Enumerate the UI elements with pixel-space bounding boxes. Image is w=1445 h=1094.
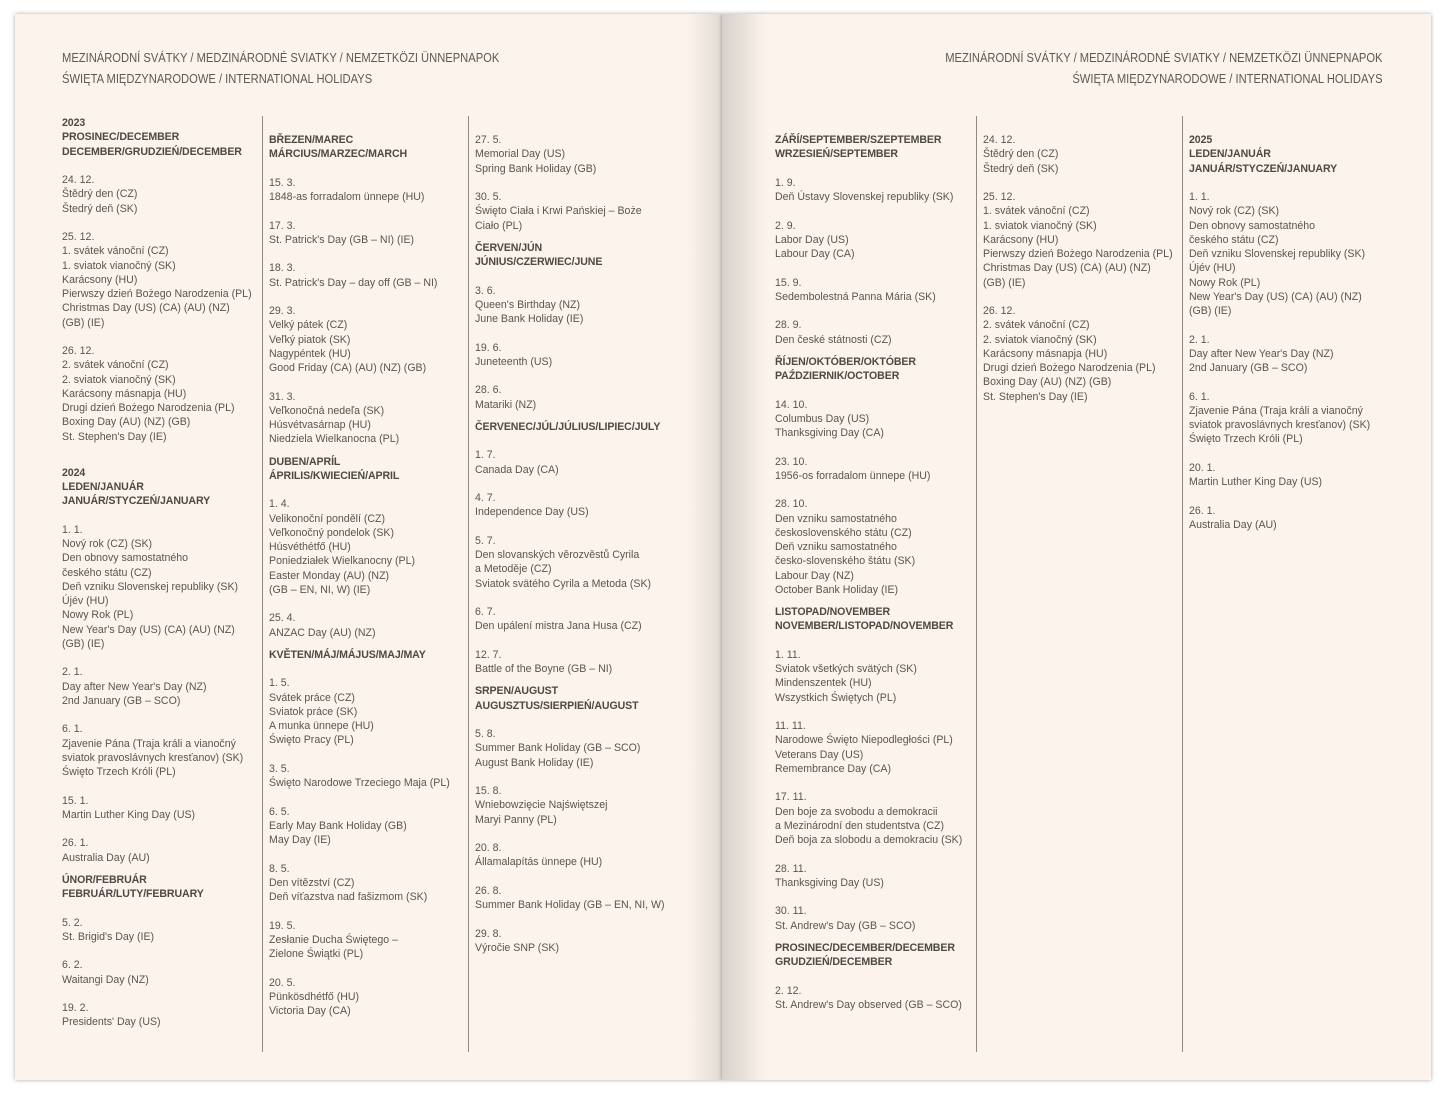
- holiday-entry: 29. 3. Velký pátek (CZ) Veľký piatok (SK) Nagypéntek (HU) Good Friday (CA) (AU) (NZ) (GB): [269, 305, 427, 374]
- holiday-entry: 25. 12. 1. svátek vánoční (CZ) 1. sviatok vianočný (SK) Karácsony (HU) Pierwszy dzień Bożego Narodzenia (PL) Christmas Day (US) (CA) (AU) (NZ) (GB) (IE): [62, 231, 252, 329]
- left-column-3: [468, 116, 681, 1052]
- right-page: [722, 14, 1431, 1080]
- page-header: [946, 47, 1383, 89]
- holiday-entry: 28. 11. Thanksgiving Day (US): [775, 862, 884, 889]
- holiday-entry: 1. 5. Svátek práce (CZ) Sviatok práce (SK) A munka ünnepe (HU) Święto Pracy (PL): [269, 677, 374, 747]
- left-column-1: [62, 116, 255, 1052]
- left-page: [15, 14, 722, 1080]
- holiday-entry: 24. 12. Štědrý den (CZ) Štedrý deň (SK): [62, 174, 138, 215]
- holiday-entry: 28. 10. Den vzniku samostatného československého státu (CZ) Deň vzniku samostatného česko-slovenského štátu (SK) Labour Day (NZ) October Bank Holiday (IE): [775, 498, 916, 596]
- header-line-2: ŚWIĘTA MIĘDZYNARODOWE / INTERNATIONAL HOLIDAYS: [1072, 71, 1383, 86]
- section-heading-december: PROSINEC/DECEMBER/DECEMBER GRUDZIEŃ/DECEMBER: [775, 941, 955, 968]
- holiday-entry: 30. 5. Święto Ciała i Krwi Pańskiej – Boże Ciało (PL): [475, 191, 642, 232]
- section-heading-2024-january: 2024 LEDEN/JANUÁR JANUÁR/STYCZEŃ/JANUARY: [62, 466, 211, 508]
- holiday-entry: 26. 1. Australia Day (AU): [62, 837, 150, 864]
- left-column-2: [262, 116, 468, 1052]
- right-column-1: [775, 116, 971, 1052]
- page-header: [62, 47, 499, 89]
- holiday-entry: 1. 1. Nový rok (CZ) (SK) Den obnovy samostatného českého státu (CZ) Deň vzniku Slovenskej republiky (SK) Újév (HU) Nowy Rok (PL) New Year's Day (US) (CA) (AU) (NZ) (GB) (IE): [62, 523, 239, 650]
- holiday-entry: 15. 3. 1848-as forradalom ünnepe (HU): [269, 176, 425, 203]
- holiday-entry: 31. 3. Veľkonočná nedeľa (SK) Húsvétvasárnap (HU) Niedziela Wielkanocna (PL): [269, 390, 400, 446]
- holiday-entry: 15. 9. Sedembolestná Panna Mária (SK): [775, 276, 936, 303]
- holiday-entry: 27. 5. Memorial Day (US) Spring Bank Holiday (GB): [475, 134, 597, 175]
- holiday-entry: 6. 5. Early May Bank Holiday (GB) May Day (IE): [269, 805, 407, 846]
- holiday-entry: 15. 8. Wniebowzięcie Najświętszej Maryi Panny (PL): [475, 785, 608, 826]
- holiday-entry: 26. 12. 2. svátek vánoční (CZ) 2. sviatok vianočný (SK) Karácsony másnapja (HU) Drugi dzień Bożego Narodzenia (PL) Boxing Day (AU) (NZ) (GB) St. Stephen's Day (IE): [62, 345, 235, 443]
- section-heading-june: ČERVEN/JÚN JÚNIUS/CZERWIEC/JUNE: [475, 241, 603, 268]
- section-heading-november: LISTOPAD/NOVEMBER NOVEMBER/LISTOPAD/NOVEMBER: [775, 606, 954, 633]
- holiday-entry: 8. 5. Den vítězství (CZ) Deň víťazstva nad fašizmom (SK): [269, 862, 428, 903]
- holiday-entry: 17. 3. St. Patrick's Day (GB – NI) (IE): [269, 219, 415, 246]
- holiday-entry: 26. 1. Australia Day (AU): [1189, 504, 1277, 531]
- holiday-entry: 20. 5. Pünkösdhétfő (HU) Victoria Day (CA): [269, 976, 360, 1017]
- holiday-entry: 17. 11. Den boje za svobodu a demokracii a Mezinárodní den studentstva (CZ) Deň boja za slobodu a demokraciu (SK): [775, 791, 963, 846]
- right-column-2: [976, 116, 1183, 1052]
- header-line-1: MEZINÁRODNÍ SVÁTKY / MEDZINÁRODNÉ SVIATKY / NEMZETKÖZI ÜNNEPNAPOK: [62, 50, 500, 65]
- right-column-3: [1182, 116, 1389, 1052]
- holiday-entry: 1. 4. Velikonoční pondělí (CZ) Veľkonočný pondelok (SK) Húsvéthétfő (HU) Poniedziałek Wielkanocny (PL) Easter Monday (AU) (NZ) (GB – EN, NI, W) (IE): [269, 498, 416, 596]
- section-heading-2023-december: 2023 PROSINEC/DECEMBER DECEMBER/GRUDZIEŃ/DECEMBER: [62, 117, 242, 158]
- holiday-entry: 6. 1. Zjavenie Pána (Traja králi a vianočný sviatok pravoslávnych kresťanov) (SK) Święto Trzech Króli (PL): [62, 723, 244, 778]
- holiday-entry: 28. 9. Den české státnosti (CZ): [775, 319, 892, 346]
- holiday-entry: 2. 9. Labor Day (US) Labour Day (CA): [775, 219, 855, 260]
- holiday-entry: 1. 9. Deň Ústavy Slovenskej republiky (SK): [775, 176, 954, 203]
- holiday-entry: 1. 11. Sviatok všetkých svätých (SK) Mindenszentek (HU) Wszystkich Świętych (PL): [775, 648, 917, 704]
- holiday-entry: 6. 7. Den upálení mistra Jana Husa (CZ): [475, 606, 642, 633]
- holiday-entry: 20. 8. Államalapítás ünnepe (HU): [475, 842, 603, 869]
- holiday-entry: 11. 11. Narodowe Święto Niepodległości (PL) Veterans Day (US) Remembrance Day (CA): [775, 720, 953, 775]
- section-heading-april: DUBEN/APRÍL ÁPRILIS/KWIECIEŃ/APRIL: [269, 455, 400, 482]
- holiday-entry: 23. 10. 1956-os forradalom ünnepe (HU): [775, 455, 931, 482]
- section-heading-february: ÚNOR/FEBRUÁR FEBRUÁR/LUTY/FEBRUARY: [62, 873, 204, 900]
- section-heading-2025-january: 2025 LEDEN/JANUÁR JANUÁR/STYCZEŃ/JANUARY: [1189, 134, 1338, 175]
- holiday-entry: 14. 10. Columbus Day (US) Thanksgiving Day (CA): [775, 398, 884, 439]
- section-heading-october: ŘÍJEN/OKTÓBER/OKTÓBER PAŹDZIERNIK/OCTOBER: [775, 355, 916, 382]
- holiday-entry: 4. 7. Independence Day (US): [475, 492, 589, 519]
- holiday-entry: 6. 1. Zjavenie Pána (Traja králi a vianočný sviatok pravoslávnych kresťanov) (SK) Święto Trzech Króli (PL): [1189, 390, 1371, 446]
- holiday-entry: 5. 8. Summer Bank Holiday (GB – SCO) August Bank Holiday (IE): [475, 728, 641, 769]
- section-heading-july: ČERVENEC/JÚL/JÚLIUS/LIPIEC/JULY: [475, 420, 661, 433]
- section-heading-september: ZÁŘÍ/SEPTEMBER/SZEPTEMBER WRZESIEŃ/SEPTEMBER: [775, 134, 942, 161]
- holiday-entry: 19. 5. Zesłanie Ducha Świętego – Zielone Świątki (PL): [269, 919, 398, 960]
- header-line-2: ŚWIĘTA MIĘDZYNARODOWE / INTERNATIONAL HOLIDAYS: [62, 71, 373, 86]
- holiday-entry: 24. 12. Štědrý den (CZ) Štedrý deň (SK): [983, 134, 1059, 175]
- section-heading-may: KVĚTEN/MÁJ/MÁJUS/MAJ/MAY: [269, 648, 426, 661]
- holiday-entry: 1. 7. Canada Day (CA): [475, 449, 559, 476]
- holiday-entry: 6. 2. Waitangi Day (NZ): [62, 959, 149, 986]
- holiday-entry: 19. 6. Juneteenth (US): [475, 341, 553, 368]
- holiday-entry: 29. 8. Výročie SNP (SK): [475, 927, 559, 954]
- holiday-entry: 1. 1. Nový rok (CZ) (SK) Den obnovy samostatného českého státu (CZ) Deň vzniku Slovenskej republiky (SK) Újév (HU) Nowy Rok (PL) New Year's Day (US) (CA) (AU) (NZ) (GB) (IE): [1189, 191, 1366, 317]
- holiday-entry: 19. 2. Presidents' Day (US): [62, 1002, 161, 1029]
- holiday-entry: 2. 1. Day after New Year's Day (NZ) 2nd January (GB – SCO): [1189, 333, 1334, 374]
- holiday-entry: 2. 12. St. Andrew's Day observed (GB – SCO): [775, 984, 962, 1011]
- holiday-entry: 25. 4. ANZAC Day (AU) (NZ): [269, 612, 376, 639]
- holiday-entry: 3. 6. Queen's Birthday (NZ) June Bank Holiday (IE): [475, 284, 584, 325]
- section-heading-march: BŘEZEN/MAREC MÁRCIUS/MARZEC/MARCH: [269, 134, 408, 161]
- holiday-entry: 20. 1. Martin Luther King Day (US): [1189, 461, 1323, 488]
- holiday-entry: 5. 2. St. Brigid's Day (IE): [62, 916, 155, 943]
- holiday-entry: 25. 12. 1. svátek vánoční (CZ) 1. sviatok vianočný (SK) Karácsony (HU) Pierwszy dzień Bożego Narodzenia (PL) Christmas Day (US) (CA) (AU) (NZ) (GB) (IE): [983, 191, 1173, 289]
- holiday-entry: 12. 7. Battle of the Boyne (GB – NI): [475, 648, 613, 675]
- holiday-entry: 26. 12. 2. svátek vánoční (CZ) 2. sviatok vianočný (SK) Karácsony másnapja (HU) Drugi dzień Bożego Narodzenia (PL) Boxing Day (AU) (NZ) (GB) St. Stephen's Day (IE): [983, 305, 1156, 403]
- holiday-entry: 3. 5. Święto Narodowe Trzeciego Maja (PL): [269, 762, 450, 789]
- holiday-entry: 30. 11. St. Andrew's Day (GB – SCO): [775, 905, 916, 932]
- header-line-1: MEZINÁRODNÍ SVÁTKY / MEDZINÁRODNÉ SVIATKY / NEMZETKÖZI ÜNNEPNAPOK: [945, 50, 1383, 65]
- holiday-entry: 2. 1. Day after New Year's Day (NZ) 2nd January (GB – SCO): [62, 666, 207, 707]
- holiday-entry: 18. 3. St. Patrick's Day – day off (GB – NI): [269, 262, 438, 289]
- holiday-entry: 15. 1. Martin Luther King Day (US): [62, 794, 196, 821]
- holiday-entry: 5. 7. Den slovanských věrozvěstů Cyrila a Metoděje (CZ) Sviatok svätého Cyrila a Metoda (SK): [475, 534, 652, 590]
- holiday-entry: 26. 8. Summer Bank Holiday (GB – EN, NI, W): [475, 884, 665, 911]
- section-heading-august: SRPEN/AUGUST AUGUSZTUS/SIERPIEŃ/AUGUST: [475, 685, 639, 712]
- holiday-entry: 28. 6. Matariki (NZ): [475, 384, 537, 411]
